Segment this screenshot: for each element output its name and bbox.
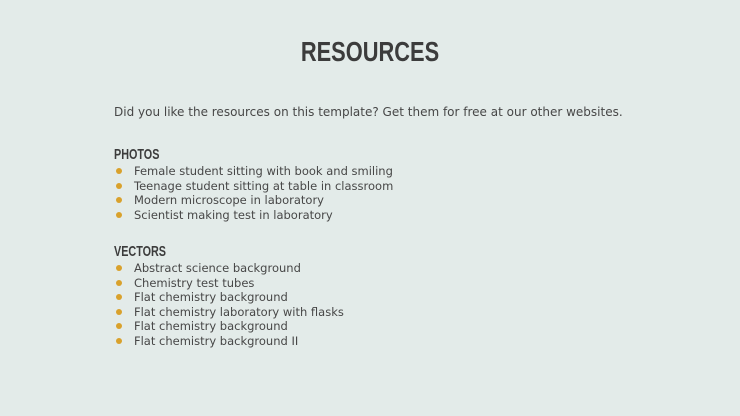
list-item-label: Abstract science background [134, 261, 301, 275]
list-item[interactable] [114, 208, 393, 223]
vectors-heading: VECTORS [114, 243, 167, 260]
vectors-section [114, 242, 344, 349]
list-item[interactable] [114, 179, 393, 194]
bullet-icon [116, 265, 122, 271]
list-item[interactable] [114, 319, 344, 334]
bullet-icon [116, 197, 122, 203]
list-item-label: Modern microscope in laboratory [134, 193, 324, 208]
list-item-label: Flat chemistry background [134, 290, 288, 305]
list-item[interactable] [114, 305, 344, 320]
list-item-label: Flat chemistry background [134, 319, 288, 334]
list-item-label: Teenage student sitting at table in classroom [134, 178, 394, 193]
list-item[interactable] [114, 276, 344, 291]
list-item-label: Chemistry test tubes [134, 275, 255, 290]
list-item[interactable] [114, 290, 344, 305]
bullet-icon [116, 183, 122, 189]
bullet-icon [116, 212, 122, 218]
photos-heading: PHOTOS [114, 146, 160, 163]
bullet-icon [116, 280, 122, 286]
list-item-label: Flat chemistry laboratory with flasks [134, 304, 344, 319]
list-item[interactable] [114, 193, 393, 208]
photos-section [114, 145, 393, 222]
bullet-icon [116, 338, 122, 344]
intro-text: Did you like the resources on this template? Get them for free at our other websites. [114, 105, 623, 119]
list-item-label: Flat chemistry background II [134, 333, 299, 348]
bullet-icon [116, 294, 122, 300]
bullet-icon [116, 309, 122, 315]
page-title: RESOURCES [300, 36, 440, 67]
list-item-label: Scientist making test in laboratory [134, 207, 333, 222]
list-item[interactable] [114, 164, 393, 179]
list-item-label: Female student sitting with book and smiling [134, 164, 393, 178]
bullet-icon [116, 323, 122, 329]
bullet-icon [116, 168, 122, 174]
photos-list [114, 164, 393, 222]
list-item[interactable] [114, 261, 344, 276]
vectors-list [114, 261, 344, 349]
list-item[interactable] [114, 334, 344, 349]
